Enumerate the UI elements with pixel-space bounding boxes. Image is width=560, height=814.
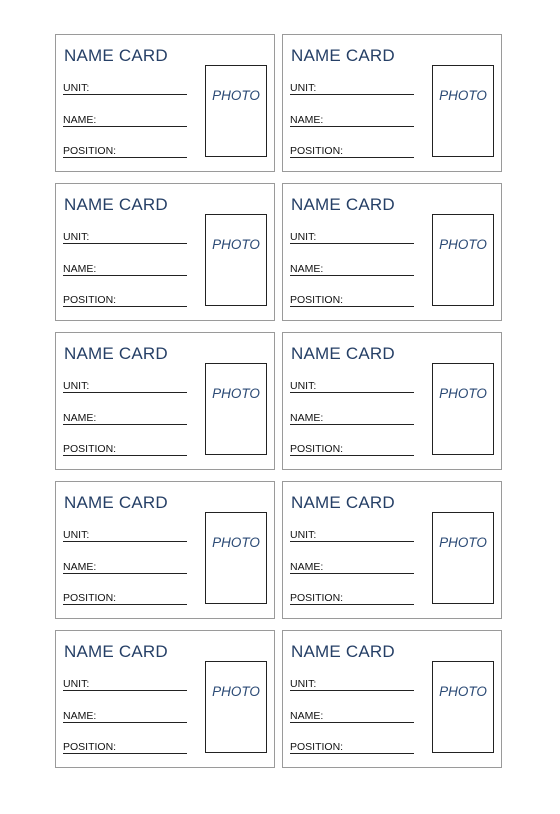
photo-box xyxy=(205,512,267,604)
name-label: NAME: xyxy=(63,561,97,573)
photo-label: PHOTO xyxy=(439,237,487,252)
position-label: POSITION: xyxy=(290,741,344,753)
photo-label: PHOTO xyxy=(439,535,487,550)
photo-box xyxy=(432,512,494,604)
name-field[interactable] xyxy=(63,561,187,574)
name-label: NAME: xyxy=(63,710,97,722)
name-label: NAME: xyxy=(290,710,324,722)
position-field[interactable] xyxy=(290,741,414,754)
photo-label: PHOTO xyxy=(212,386,260,401)
position-field[interactable] xyxy=(290,294,414,307)
name-field[interactable] xyxy=(63,710,187,723)
name-card-r2-c1 xyxy=(55,183,275,321)
name-field[interactable] xyxy=(63,114,187,127)
name-label: NAME: xyxy=(63,412,97,424)
unit-field[interactable] xyxy=(63,678,187,691)
photo-box xyxy=(205,65,267,157)
photo-box xyxy=(205,661,267,753)
unit-field[interactable] xyxy=(63,82,187,95)
name-label: NAME: xyxy=(290,561,324,573)
name-card-r4-c1 xyxy=(55,481,275,619)
name-card-r5-c1 xyxy=(55,630,275,768)
name-field[interactable] xyxy=(290,710,414,723)
name-field[interactable] xyxy=(290,114,414,127)
card-title: NAME CARD xyxy=(64,195,168,214)
name-label: NAME: xyxy=(290,412,324,424)
position-label: POSITION: xyxy=(63,741,117,753)
position-label: POSITION: xyxy=(290,294,344,306)
photo-label: PHOTO xyxy=(212,88,260,103)
card-title: NAME CARD xyxy=(291,493,395,512)
position-label: POSITION: xyxy=(63,592,117,604)
name-label: NAME: xyxy=(63,114,97,126)
name-card-r3-c2 xyxy=(282,332,502,470)
unit-label: UNIT: xyxy=(290,529,317,541)
photo-box xyxy=(432,661,494,753)
unit-field[interactable] xyxy=(290,231,414,244)
unit-label: UNIT: xyxy=(63,678,90,690)
unit-field[interactable] xyxy=(63,380,187,393)
card-title: NAME CARD xyxy=(291,344,395,363)
name-label: NAME: xyxy=(290,263,324,275)
name-field[interactable] xyxy=(290,263,414,276)
name-field[interactable] xyxy=(63,412,187,425)
card-title: NAME CARD xyxy=(291,195,395,214)
unit-label: UNIT: xyxy=(63,380,90,392)
unit-label: UNIT: xyxy=(290,231,317,243)
unit-field[interactable] xyxy=(63,529,187,542)
position-label: POSITION: xyxy=(290,145,344,157)
photo-label: PHOTO xyxy=(439,684,487,699)
position-field[interactable] xyxy=(290,443,414,456)
position-label: POSITION: xyxy=(63,443,117,455)
name-card-r5-c2 xyxy=(282,630,502,768)
unit-label: UNIT: xyxy=(290,678,317,690)
position-label: POSITION: xyxy=(290,592,344,604)
position-field[interactable] xyxy=(290,592,414,605)
name-card-r1-c1 xyxy=(55,34,275,172)
position-field[interactable] xyxy=(63,145,187,158)
position-field[interactable] xyxy=(63,592,187,605)
photo-box xyxy=(432,214,494,306)
photo-label: PHOTO xyxy=(212,237,260,252)
position-field[interactable] xyxy=(63,294,187,307)
unit-label: UNIT: xyxy=(290,82,317,94)
card-title: NAME CARD xyxy=(64,493,168,512)
name-card-r1-c2 xyxy=(282,34,502,172)
unit-label: UNIT: xyxy=(290,380,317,392)
unit-field[interactable] xyxy=(290,678,414,691)
position-field[interactable] xyxy=(290,145,414,158)
position-field[interactable] xyxy=(63,443,187,456)
name-field[interactable] xyxy=(63,263,187,276)
name-field[interactable] xyxy=(290,561,414,574)
photo-box xyxy=(205,214,267,306)
unit-label: UNIT: xyxy=(63,231,90,243)
unit-label: UNIT: xyxy=(63,529,90,541)
unit-field[interactable] xyxy=(290,529,414,542)
position-field[interactable] xyxy=(63,741,187,754)
name-label: NAME: xyxy=(290,114,324,126)
unit-label: UNIT: xyxy=(63,82,90,94)
card-title: NAME CARD xyxy=(64,344,168,363)
card-title: NAME CARD xyxy=(64,642,168,661)
photo-box xyxy=(205,363,267,455)
card-title: NAME CARD xyxy=(291,642,395,661)
name-card-r3-c1 xyxy=(55,332,275,470)
photo-box xyxy=(432,65,494,157)
photo-label: PHOTO xyxy=(212,535,260,550)
photo-label: PHOTO xyxy=(439,88,487,103)
photo-box xyxy=(432,363,494,455)
position-label: POSITION: xyxy=(290,443,344,455)
photo-label: PHOTO xyxy=(439,386,487,401)
card-title: NAME CARD xyxy=(291,46,395,65)
name-label: NAME: xyxy=(63,263,97,275)
unit-field[interactable] xyxy=(290,380,414,393)
unit-field[interactable] xyxy=(63,231,187,244)
name-field[interactable] xyxy=(290,412,414,425)
card-title: NAME CARD xyxy=(64,46,168,65)
photo-label: PHOTO xyxy=(212,684,260,699)
position-label: POSITION: xyxy=(63,145,117,157)
name-card-r2-c2 xyxy=(282,183,502,321)
position-label: POSITION: xyxy=(63,294,117,306)
unit-field[interactable] xyxy=(290,82,414,95)
name-card-r4-c2 xyxy=(282,481,502,619)
